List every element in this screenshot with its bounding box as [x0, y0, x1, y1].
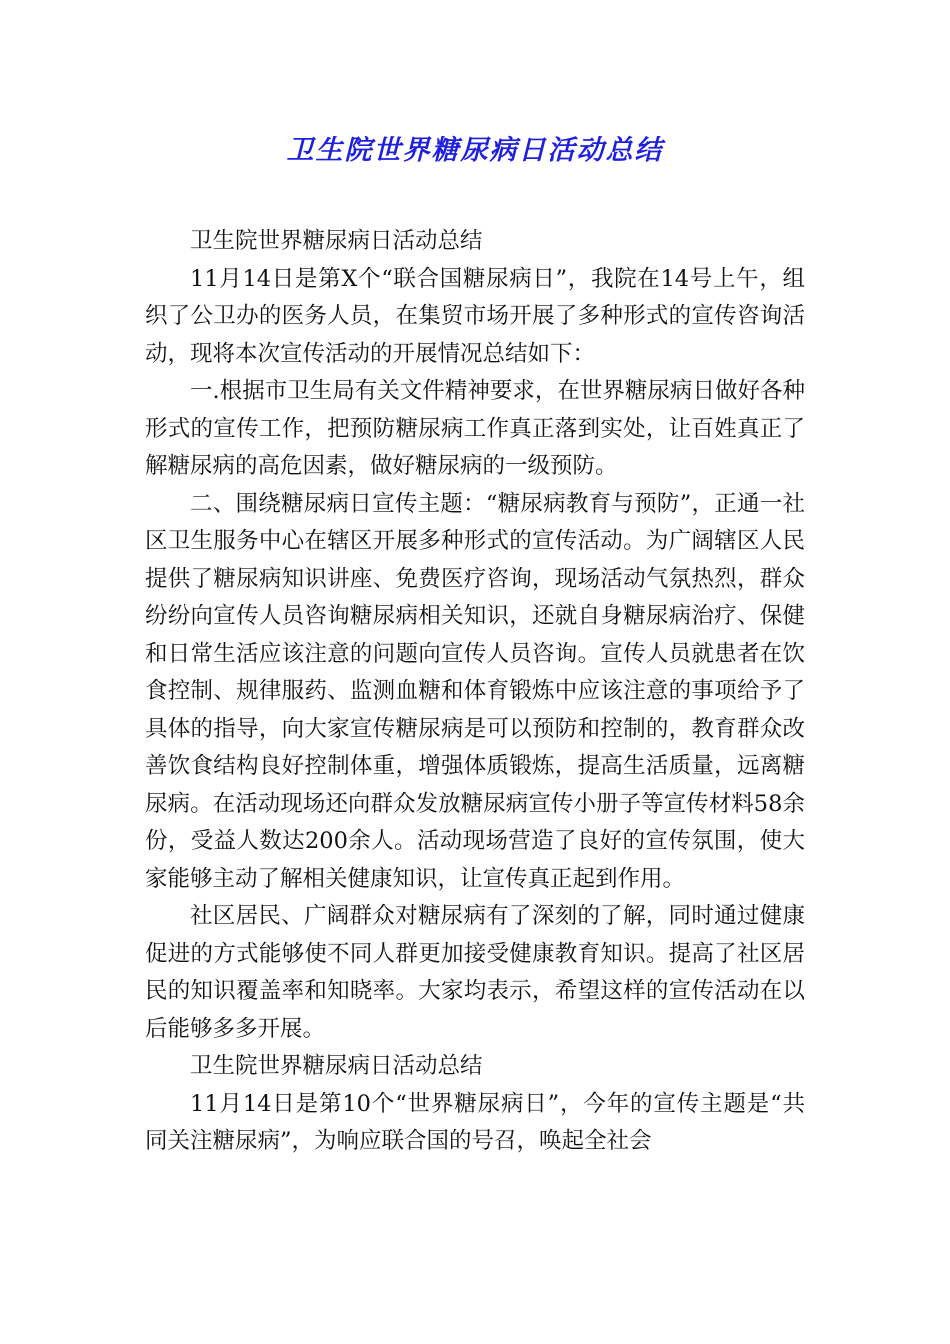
- paragraph-conclusion: 社区居民、广阔群众对糖尿病有了深刻的了解，同时通过健康促进的方式能够使不同人群更加接受健康教育知识。提高了社区居民的知识覆盖率和知晓率。大家均表示，希望这样的宣传活动在以后能够多多开展。: [145, 903, 805, 1042]
- document-title: 卫生院世界糖尿病日活动总结: [286, 135, 664, 166]
- paragraph-subtitle-repeat: 卫生院世界糖尿病日活动总结: [190, 1053, 483, 1079]
- paragraph-subtitle: 卫生院世界糖尿病日活动总结: [190, 228, 483, 254]
- document-body: [145, 223, 805, 1161]
- paragraph-second-intro: 11月14日是第10个“世界糖尿病日”，今年的宣传主题是“共同关注糖尿病”，为响应联合国的号召，唤起全社会: [145, 1090, 805, 1154]
- paragraph-point-one: 一.根据市卫生局有关文件精神要求，在世界糖尿病日做好各种形式的宣传工作，把预防糖尿病工作真正落到实处，让百姓真正了解糖尿病的高危因素，做好糖尿病的一级预防。: [145, 378, 805, 479]
- paragraph-intro: 11月14日是第X个“联合国糖尿病日”，我院在14号上午，组织了公卫办的医务人员，在集贸市场开展了多种形式的宣传咨询活动，现将本次宣传活动的开展情况总结如下：: [145, 265, 805, 367]
- paragraph-point-two: 二、围绕糖尿病日宣传主题：“糖尿病教育与预防”，正通一社区卫生服务中心在辖区开展多种形式的宣传活动。为广阔辖区人民提供了糖尿病知识讲座、免费医疗咨询，现场活动气氛热烈，群众纷纷向宣传人员咨询糖尿病相关知识，还就自身糖尿病治疗、保健和日常生活应该注意的问题向宣传人员咨询。宣传人员就患者在饮食控制、规律服药、监测血糖和体育锻炼中应该注意的事项给予了具体的指导，向大家宣传糖尿病是可以预防和控制的，教育群众改善饮食结构良好控制体重，增强体质锻炼，提高生活质量，远离糖尿病。在活动现场还向群众发放糖尿病宣传小册子等宣传材料58余份，受益人数达200余人。活动现场营造了良好的宣传氛围，使大家能够主动了解相关健康知识，让宣传真正起到作用。: [145, 490, 805, 892]
